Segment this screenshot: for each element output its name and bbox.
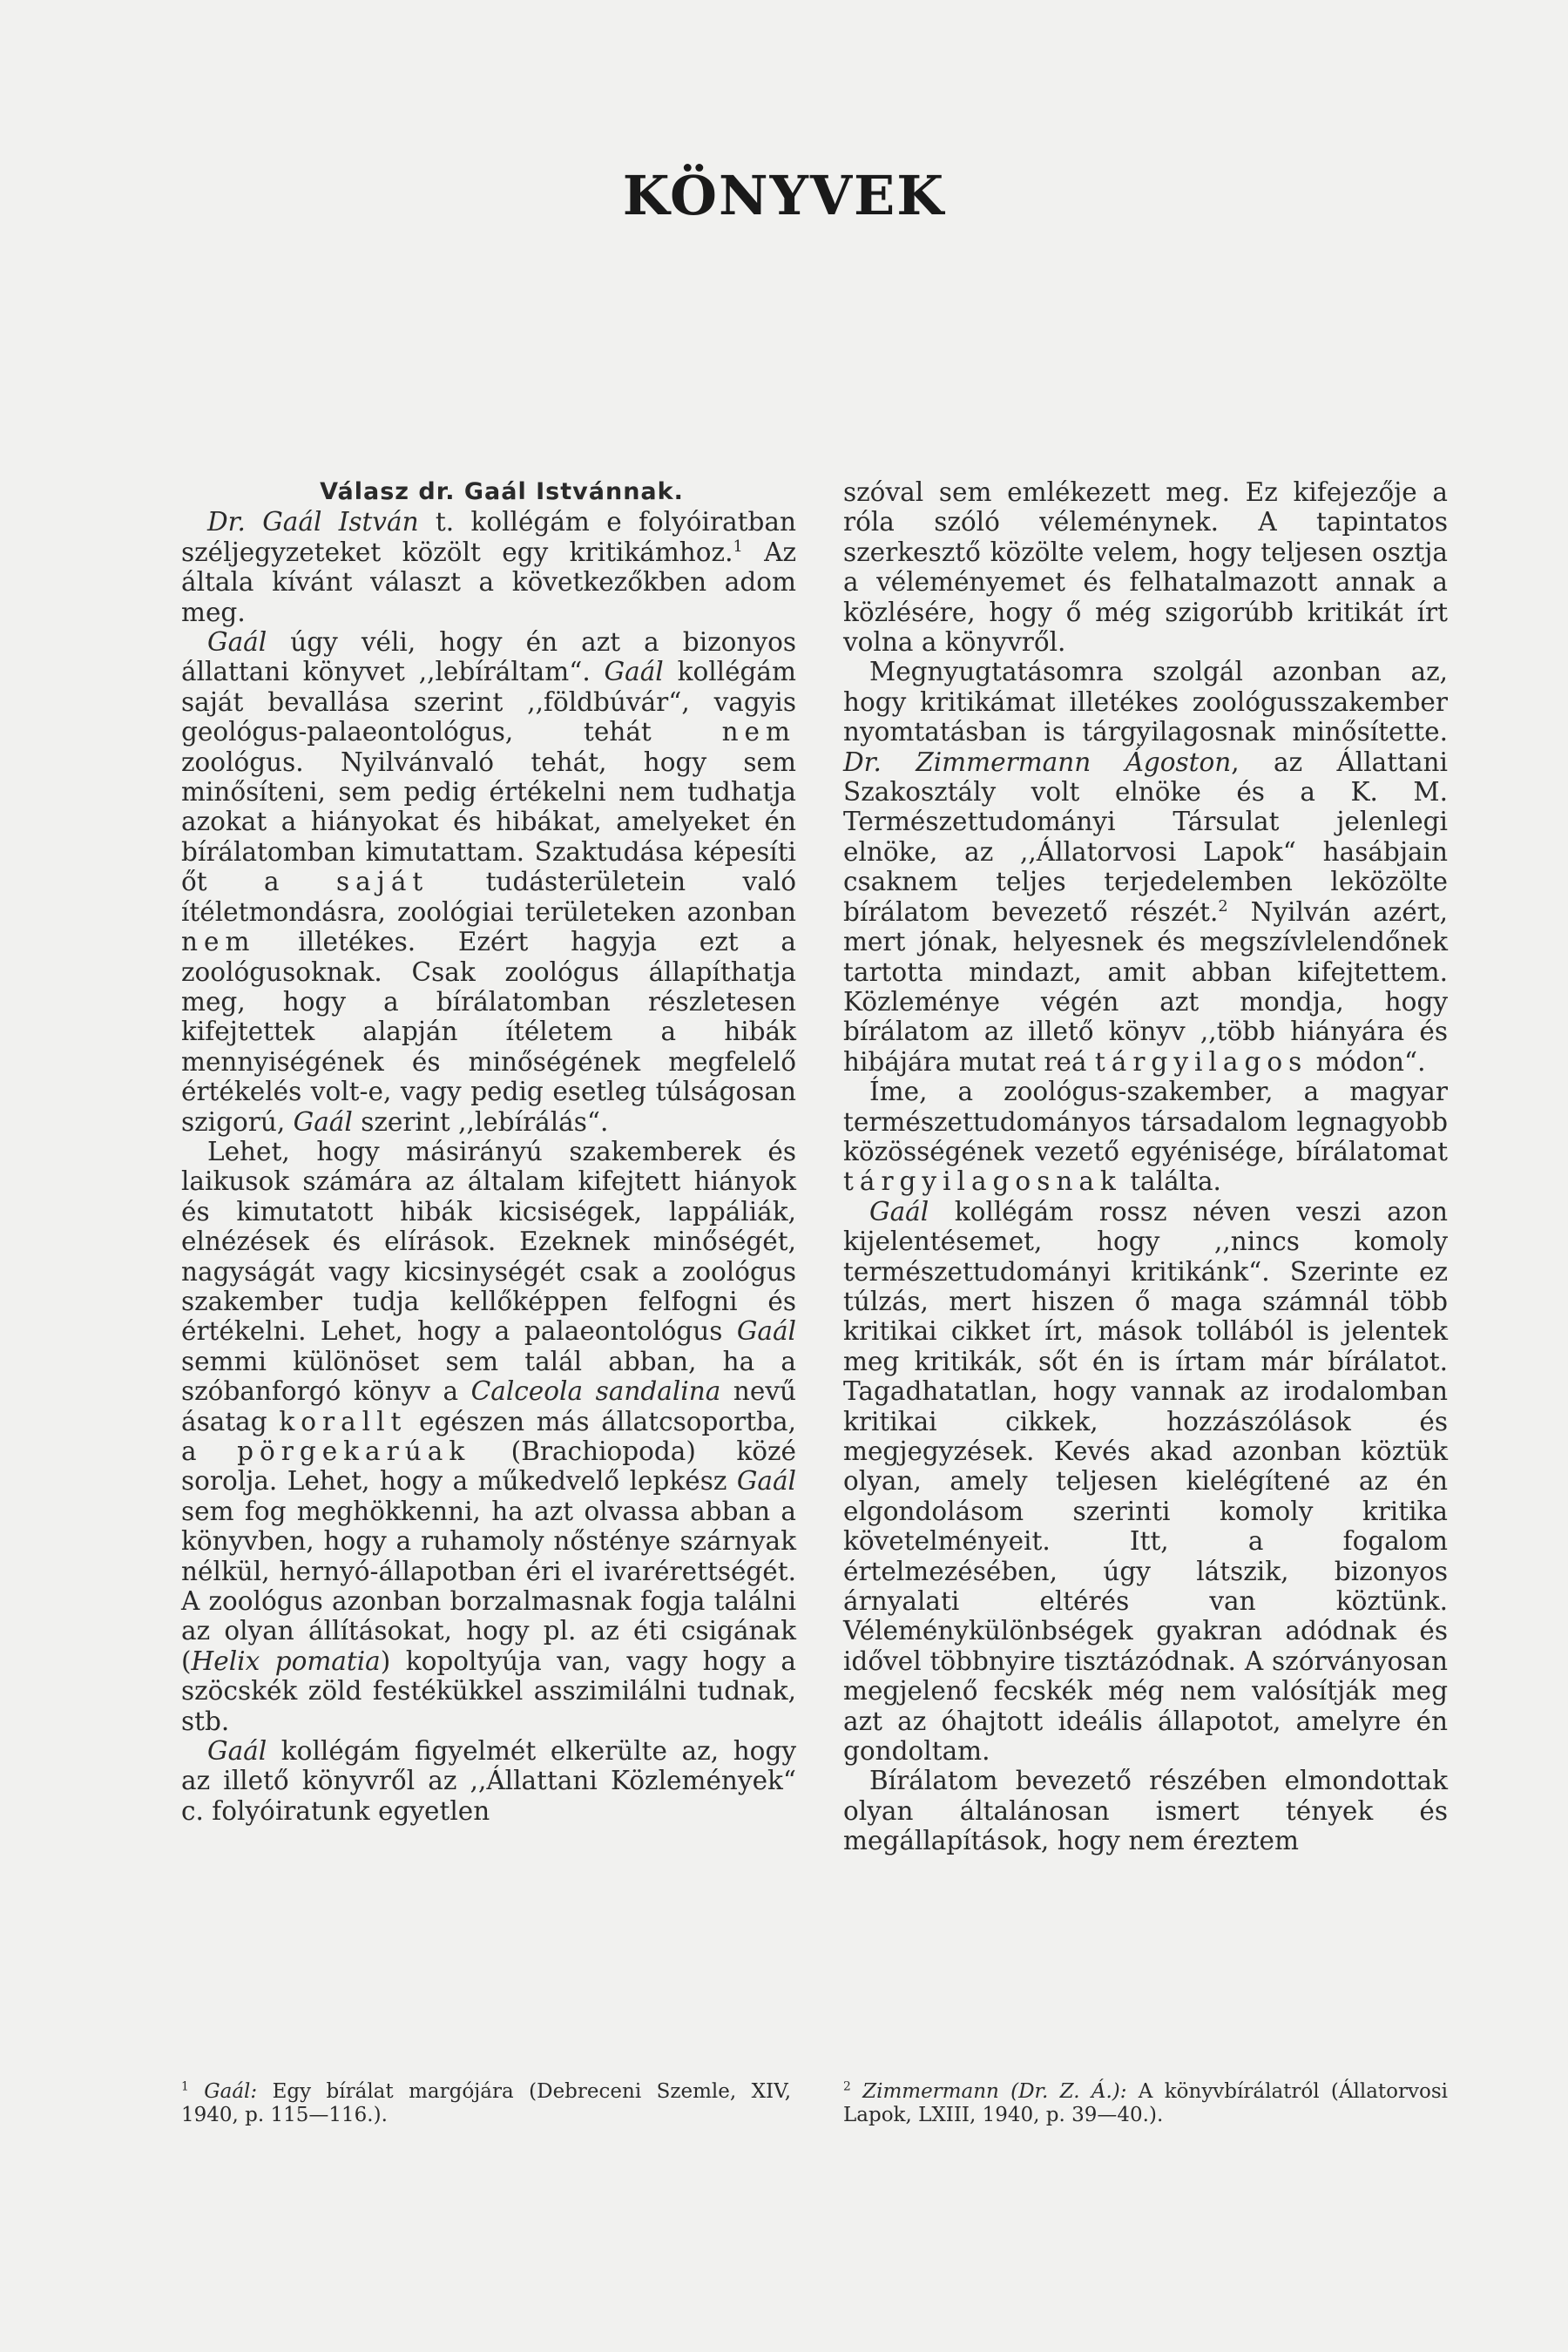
emphasis: nem	[181, 927, 256, 957]
right-paragraph-3	[843, 1197, 1448, 1767]
right-paragraph-4: Bírálatom bevezető részében elmondottak olyan általánosan ismert tények és megállapítások, hogy nem éreztem	[843, 1766, 1448, 1856]
footnote-ref: 1	[733, 537, 743, 556]
right-column	[843, 477, 1448, 1856]
text-run: (Brachiopoda) közé sorolja. Lehet, hogy a műkedvelő lepkész	[181, 1436, 797, 1497]
text-run: találta.	[1121, 1166, 1221, 1197]
text-run: sem fog meghökkenni, ha azt olvassa abban a könyvben, hogy a ruhamoly nősténye szárnyak nélkül, hernyó-állapotban éri el ivarérettségét. A zoológus azonban borzalmasnak fogja találni az olyan állításokat, hogy pl. az éti csigának (	[181, 1496, 796, 1676]
text-run: kollégám saját bevallása szerint ,,földbúvár“, vagyis geológus-palaeontológus, tehát	[181, 657, 796, 747]
text-run: úgy véli, hogy én azt a bizonyos állattani könyvet ,,lebíráltam“.	[181, 627, 796, 687]
footnote-mark: 1	[181, 2079, 189, 2094]
footnote-text: A könyvbírálatról (Állatorvosi Lapok, LXIII, 1940, p. 39—40.).	[843, 2080, 1449, 2126]
author-name: Gaál	[293, 1106, 353, 1137]
text-run: tudásterületein való ítéletmondásra, zoológiai területeken azonban	[181, 867, 796, 927]
page-title: KÖNYVEK	[622, 164, 946, 227]
text-run: semmi különöset sem talál abban, ha a szóbanforgó könyv a	[181, 1346, 796, 1407]
right-paragraph-2	[843, 1077, 1448, 1197]
author-name: Dr. Gaál István	[207, 507, 419, 537]
emphasis: tárgyilagosnak	[843, 1166, 1122, 1197]
text-run: Lehet, hogy másirányú szakemberek és laikusok számára az általam kifejtett hiányok és kimutatott hibák kicsiségek, lappáliák, elnézések és elírások. Ezeknek minőségét, nagyságát vagy kicsinységét csak a zoológus szakember tudja kellőképpen felfogni és értékelni. Lehet, hogy a palaeontológus	[181, 1136, 796, 1347]
text-run: t. kollégám e folyóiratban széljegyzeteket közölt egy kritikámhoz.	[181, 507, 796, 567]
emphasis: pörgekarúak	[237, 1436, 471, 1466]
text-run: zoológus. Nyilvánvaló tehát, hogy sem minősíteni, sem pedig értékelni nem tudhatja azokat a hiányokat és hibákat, amelyeket én bírálatomban kimutattam. Szaktudása képesíti őt a	[181, 747, 796, 897]
footnote-1	[181, 2080, 791, 2127]
text-run: illetékes. Ezért hagyja ezt a zoológusoknak. Csak zoológus állapíthatja meg, hogy a bírálatomban részletesen kifejtettek alapján ítéletem a hibák mennyiségének és minőségének megfelelő értékelés volt-e, vagy pedig esetleg túlságosan szigorú,	[181, 927, 796, 1137]
text-run: Az általa kívánt választ a következőkben adom meg.	[181, 537, 796, 627]
author-name: Gaál	[736, 1316, 796, 1347]
text-run: Megnyugtatásomra szolgál azonban az, hogy kritikámat illetékes zoológusszakember nyomtatásban is tárgyilagosnak minősítette.	[843, 657, 1448, 747]
text-run: nevű ásatag	[181, 1376, 796, 1436]
footnote-text: Egy bírálat margójára (Debreceni Szemle, XIV, 1940, p. 115—116.).	[181, 2080, 792, 2126]
species-name: Helix pomatia	[191, 1646, 381, 1676]
species-name: Calceola sandalina	[470, 1376, 721, 1407]
text-run: ) kopoltyúja van, vagy hogy a szöcskék zöld festékükkel asszimilálni tudnak, stb.	[181, 1646, 796, 1736]
emphasis: nem	[721, 717, 796, 747]
author-name: Gaál	[604, 657, 664, 687]
text-run: módon“.	[1308, 1046, 1426, 1077]
author-name: Dr. Zimmermann Ágoston	[843, 747, 1232, 777]
emphasis: korallt	[279, 1406, 408, 1436]
text-run: szerint ,,lebírálás“.	[352, 1106, 609, 1137]
text-run: , az Állattani Szakosztály volt elnöke és a K. M. Természettudományi Társulat jelenlegi elnöke, az ,,Állatorvosi Lapok“ hasábjain csaknem teljes terjedelemben leközölte bírálatom bevezető részét.	[843, 747, 1448, 927]
author-name: Gaál	[207, 1736, 267, 1767]
text-run: Íme, a zoológus-szakember, a magyar természettudományos társadalom legnagyobb közösségének vezető egyénisége, bírálatomat	[843, 1077, 1448, 1166]
text-run: egészen más állatcsoportba, a	[181, 1406, 796, 1466]
right-paragraph-1	[843, 657, 1448, 1077]
emphasis: tárgyilagos	[1094, 1046, 1308, 1077]
article-heading: Válasz dr. Gaál Istvánnak.	[320, 478, 684, 505]
footnote-mark: 2	[843, 2079, 851, 2094]
author-name: Gaál	[869, 1196, 929, 1227]
right-paragraph-0: szóval sem emlékezett meg. Ez kifejezője a róla szóló véleménynek. A tapintatos szerkesztő közölte velem, hogy teljesen osztja a véleményemet és felhatalmazott annak a közlésére, hogy ő még szigorúbb kritikát írt volna a könyvről.	[843, 477, 1448, 658]
author-name: Gaál	[207, 627, 267, 658]
text-run: kollégám figyelmét elkerülte az, hogy az illető könyvről az ,,Állattani Közlemények“ c. folyóiratunk egyetlen	[181, 1736, 796, 1826]
left-paragraph-4	[181, 1736, 796, 1826]
text-run: Nyilván azért, mert jónak, helyesnek és megszívlelendőnek tartotta mindazt, amit abban kifejtettem. Közleménye végén azt mondja, hogy bírálatom az illető könyv ,,több hiányára és hibájára mutat reá	[843, 896, 1448, 1077]
emphasis: saját	[335, 867, 429, 897]
left-paragraph-2	[181, 627, 796, 1137]
footnote-ref: 2	[1218, 897, 1228, 916]
left-column	[181, 477, 796, 1826]
left-paragraph-1	[181, 507, 796, 627]
author-name: Gaál	[736, 1466, 796, 1497]
left-paragraph-3	[181, 1137, 796, 1736]
footnote-author: Gaál:	[204, 2080, 258, 2103]
footnote-author: Zimmermann (Dr. Z. Á.):	[862, 2080, 1127, 2103]
footnote-2	[843, 2080, 1448, 2127]
text-run: kollégám rossz néven veszi azon kijelentésemet, hogy ,,nincs komoly természettudományi kritikánk“. Szerinte ez túlzás, mert hiszen ő maga számnál több kritikai cikket írt, mások tollából is jelentek meg kritikák, sőt én is írtam már bírálatot. Tagadhatatlan, hogy vannak az irodalomban kritikai cikkek, hozzászólások és megjegyzések. Kevés akad azonban köztük olyan, amely teljesen kielégítené az én elgondolásom szerinti komoly kritika követelményeit. Itt, a fogalom értelmezésében, úgy látszik, bizonyos árnyalati eltérés van köztünk. Véleménykülönbségek gyakran adódnak és idővel többnyire tisztázódnak. A szórványosan megjelenő fecskék még nem valósítják meg azt az óhajtott ideális állapotot, amelyre én gondoltam.	[843, 1196, 1448, 1767]
